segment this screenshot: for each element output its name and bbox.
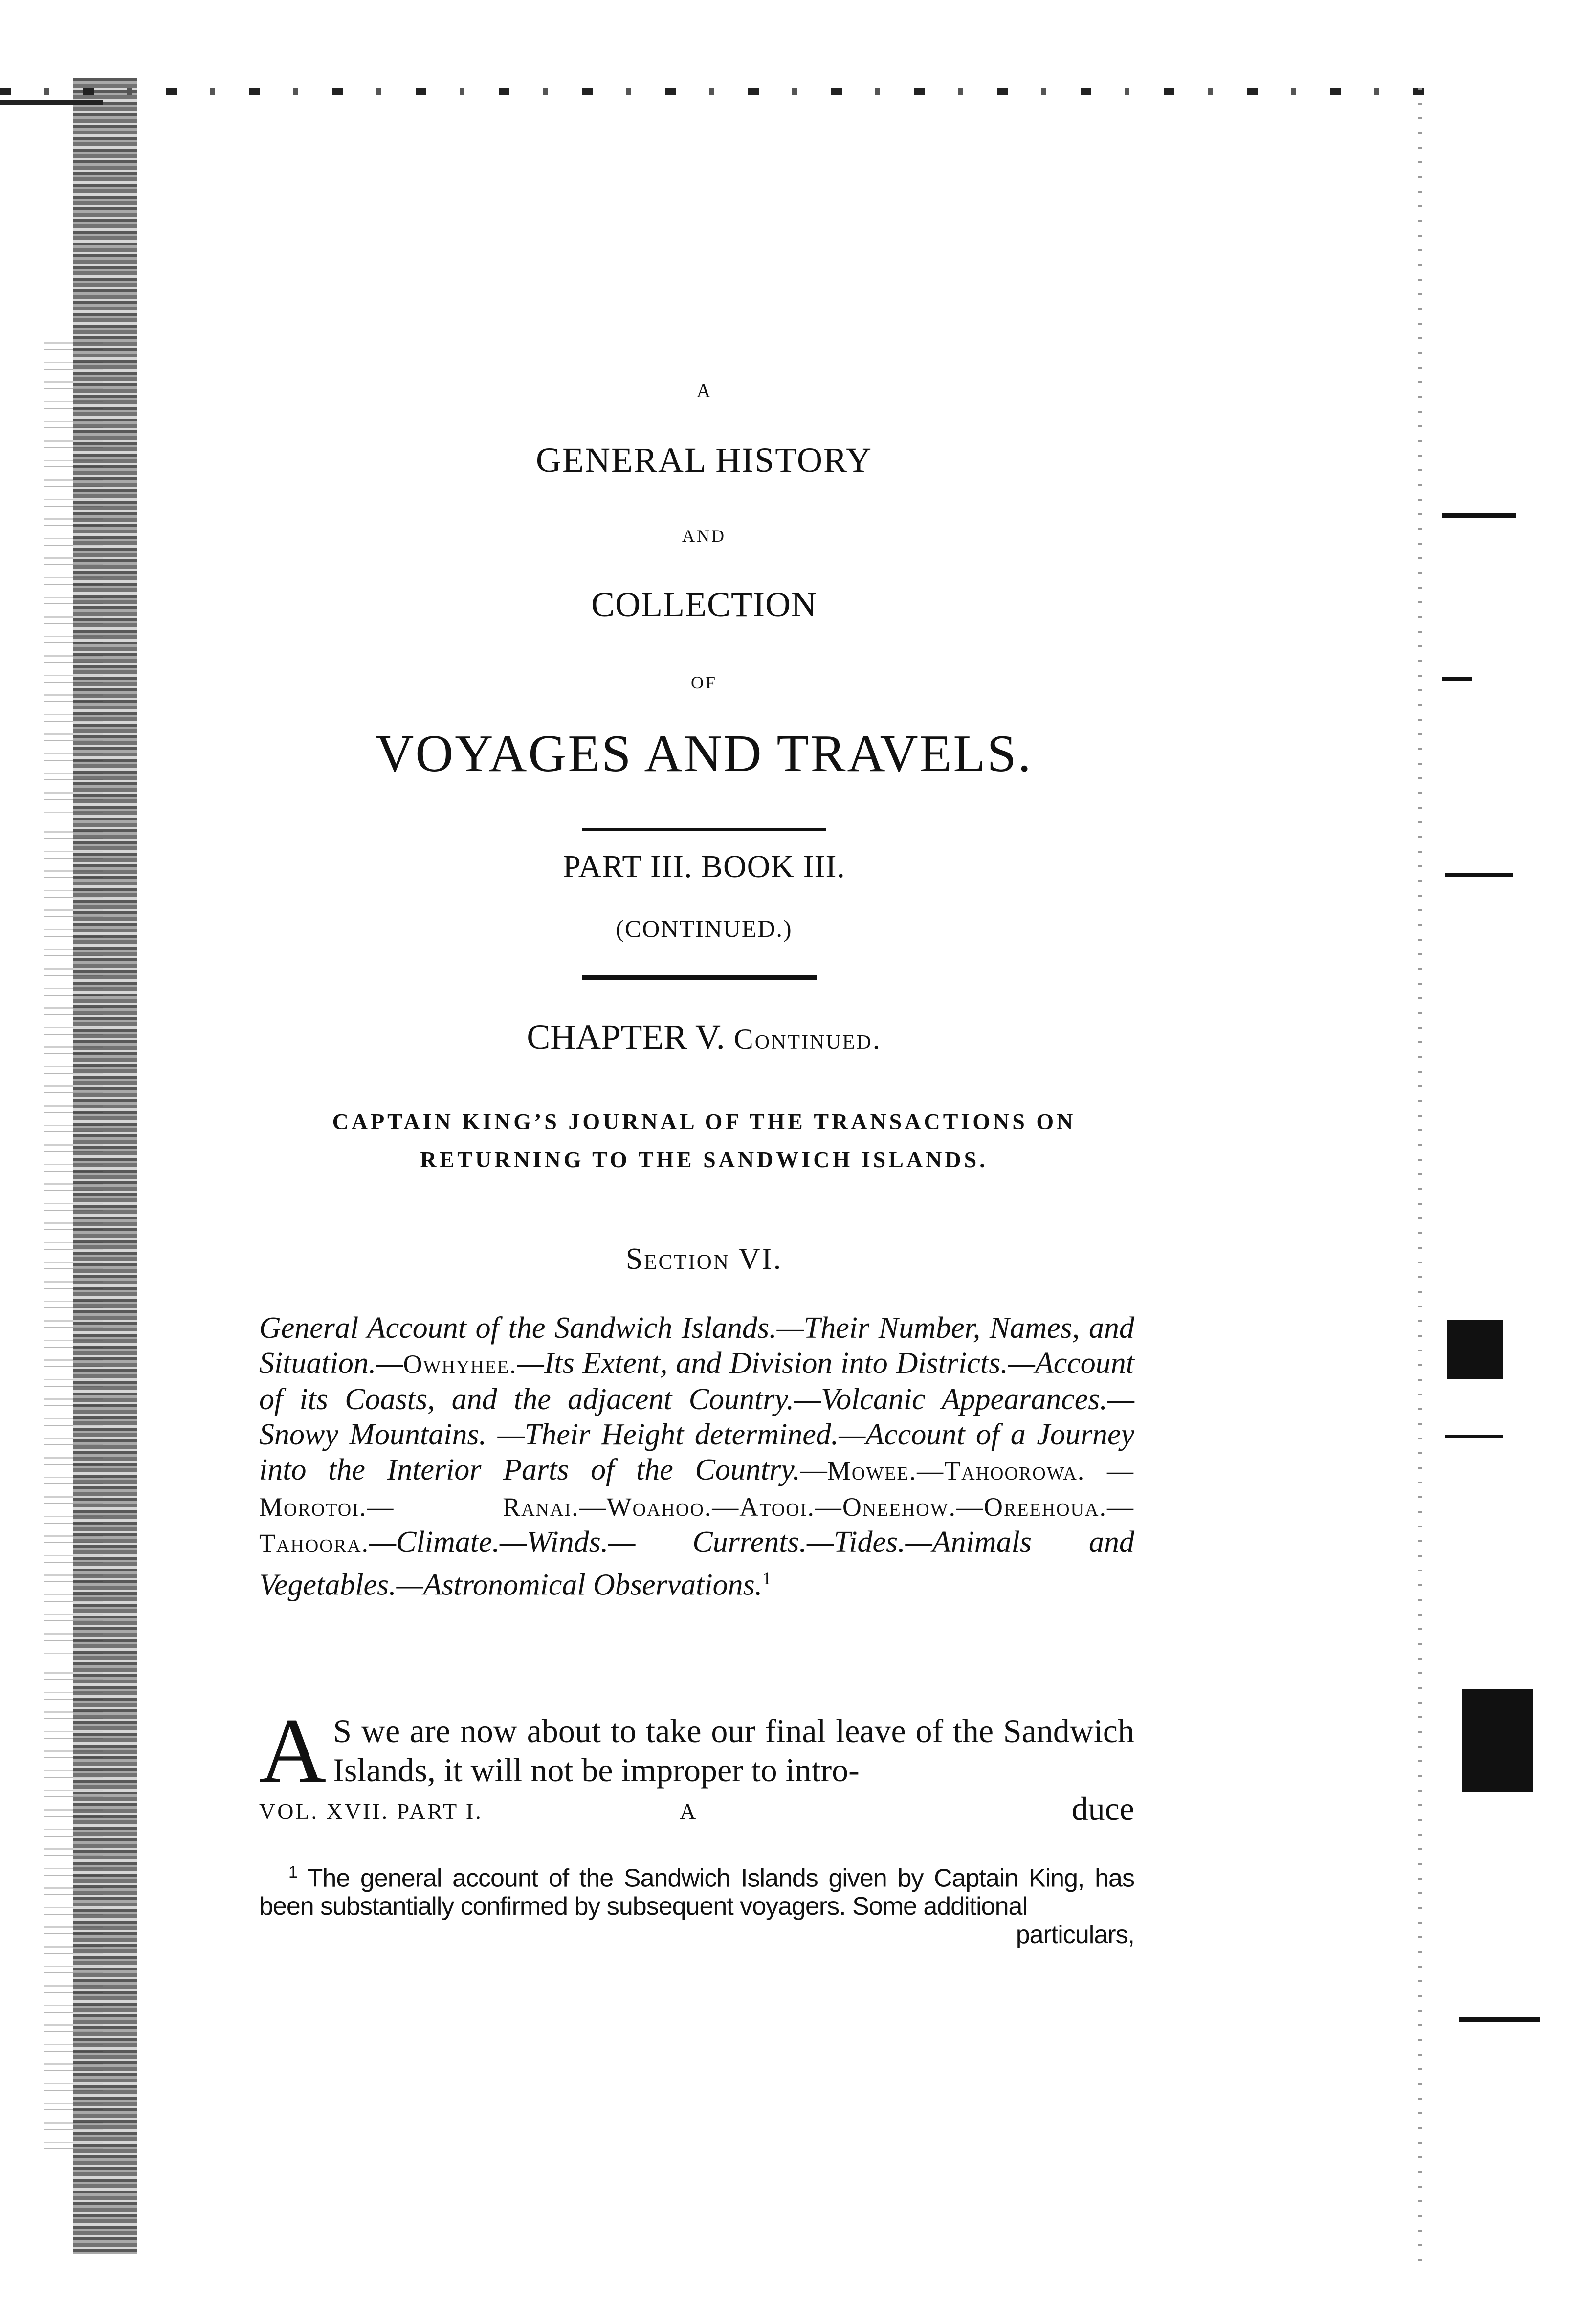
right-edge-mark xyxy=(1445,1435,1503,1438)
journal-heading-line-1: CAPTAIN KING’S JOURNAL OF THE TRANSACTIONS ON xyxy=(332,1109,1076,1134)
footnote-text: The general account of the Sandwich Islands given by Captain King, has been substantially confirmed by subsequent voyagers. Some additional xyxy=(259,1864,1134,1921)
footnote-reference: 1 xyxy=(762,1569,772,1588)
continued-label: (CONTINUED.) xyxy=(616,915,793,942)
summary-islands: Mowee.—Tahoorowa. —Morotoi.— Ranai.—Woahoo.—Atooi.—Oneehow.—Oreehoua.—Tahoora. xyxy=(259,1456,1134,1558)
journal-heading xyxy=(0,1103,1408,1179)
summary-owhyhee: Owhyhee. xyxy=(403,1350,517,1379)
volume-signature: VOL. XVII. PART I. xyxy=(259,1799,483,1824)
gathering-signature: A xyxy=(680,1799,698,1824)
title-article: A xyxy=(696,379,712,401)
signature-line xyxy=(259,1790,1134,1829)
drop-cap: A xyxy=(259,1700,327,1802)
summary-part-3: —Climate.—Winds.— Currents.—Tides.—Animals and Vegetables.—Astronomical Observations. xyxy=(259,1526,1134,1602)
top-page-edge-lead xyxy=(0,100,103,105)
right-edge-mark xyxy=(1442,513,1516,518)
part-book-heading: PART III. BOOK III. xyxy=(563,849,845,885)
journal-heading-line-2: RETURNING TO THE SANDWICH ISLANDS. xyxy=(420,1147,988,1172)
title-general-history: GENERAL HISTORY xyxy=(535,441,873,480)
title-collection: COLLECTION xyxy=(591,585,817,624)
title-voyages-and-travels: VOYAGES AND TRAVELS. xyxy=(376,725,1033,783)
right-edge-block xyxy=(1462,1689,1533,1792)
summary-part-1: General Account of the Sandwich Islands.—Their Number, Names, and Situation.— xyxy=(259,1311,1134,1380)
summary-part-2: —Its Extent, and Division into Districts.—Account of its Coasts, and the adjacent Country.—Volcanic Appearances.—Snowy Mountains. —Their Height determined.—Account of a Journey into the Interior Parts of the Country.— xyxy=(259,1347,1134,1486)
right-edge-mark xyxy=(1445,873,1513,877)
title-and: AND xyxy=(682,526,726,546)
section-heading: Section VI. xyxy=(625,1242,783,1276)
right-page-edge xyxy=(1418,88,1422,2264)
body-text: S we are now about to take our final leave of the Sandwich Islands, it will not be improper to intro- xyxy=(333,1712,1134,1789)
footnote-number: 1 xyxy=(288,1863,297,1881)
title-of: OF xyxy=(690,673,718,692)
right-edge-block xyxy=(1447,1320,1503,1379)
section-summary xyxy=(259,1310,1134,1603)
chapter-heading xyxy=(0,1017,1408,1058)
title-rule-lower xyxy=(582,975,817,980)
chapter-continued: Continued. xyxy=(733,1023,882,1055)
title-rule-upper xyxy=(582,828,826,831)
right-edge-mark xyxy=(1442,677,1472,681)
top-page-edge xyxy=(0,88,1442,95)
catchword: duce xyxy=(1071,1790,1134,1827)
body-paragraph xyxy=(259,1700,1134,1802)
footnote xyxy=(259,1858,1134,1949)
right-edge-mark xyxy=(1459,2017,1540,2022)
footnote-catchword: particulars, xyxy=(1016,1921,1134,1949)
chapter-number: CHAPTER V. xyxy=(527,1018,725,1057)
